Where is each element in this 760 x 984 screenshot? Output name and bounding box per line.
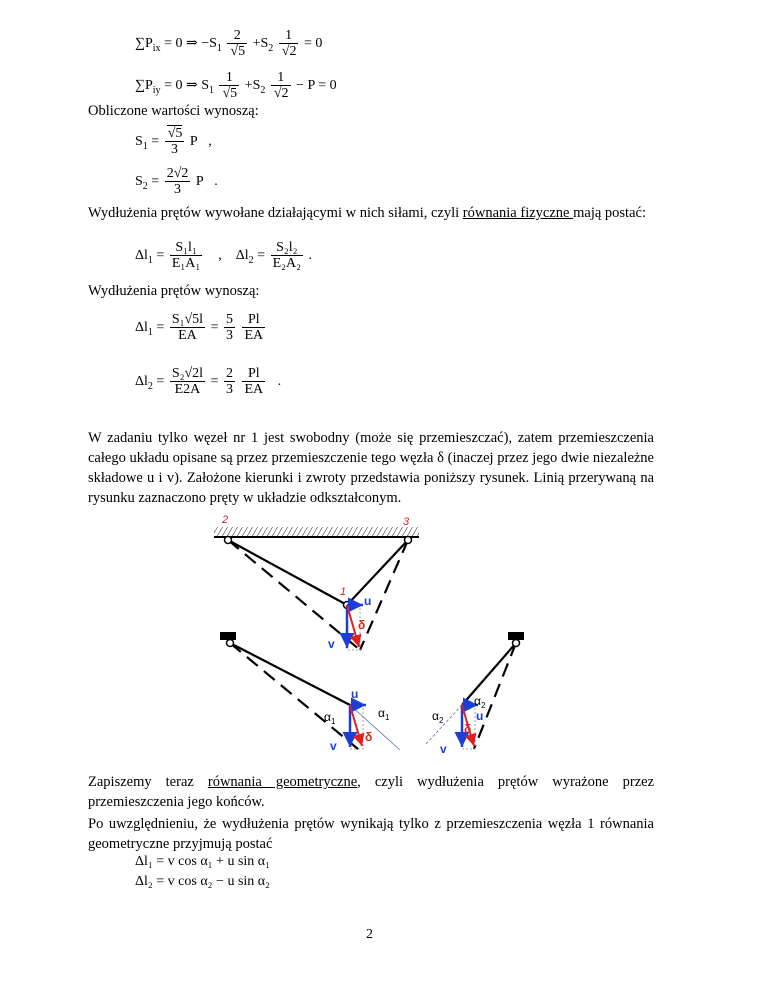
elongation-intro: Wydłużenia prętów wynoszą: [88,283,260,299]
equation-elongation-1: $\Delta l_1$ = $\frac{\text{S₁√5l}}{EA}$ = $\frac{5}{3}$ $\frac{Pl}{EA}$ [135,312,264,344]
alpha1-label-right: $\alpha_1$ [378,706,390,722]
detail-v-label-left: v [330,739,337,753]
task-paragraph: W zadaniu tylko węzeł nr 1 jest swobodny (może się przemieszczać), zatem przemieszczenia całego układu opisane są przez przemieszczenie tego węzła δ (inaczej przez jego dwie niezależne składowe u i v). Założone kierunki i zwroty przedstawia poniższy rysunek. Linią przerywaną na rysunku zaznaczono pręty w układzie odkształconym. [88,430,654,506]
detail-u-label-left: u [351,687,359,701]
hinge-2 [225,537,232,544]
alpha1-label-left: $\alpha_1$ [324,710,336,726]
equation-s2: $S_2$ = $\frac{2√2}{3}$ P . [135,166,218,198]
detail-bar-left [230,643,350,705]
detail-v-label-right: v [440,742,447,756]
truss-figure [200,505,540,775]
delta-label: δ [358,618,366,632]
v-label: v [328,637,335,651]
detail-hinge-left [227,640,234,647]
alpha2-label-right: $\alpha_2$ [474,694,486,710]
physical-equations-text: Wydłużenia prętów wywołane działającymi w nich siłami, czyli równania fizyczne mają postać: [88,205,646,221]
hinge-3 [405,537,412,544]
alpha2-label-left: $\alpha_2$ [432,709,444,725]
equation-s1: $S_1$ = √ $\frac{5}{3}$ P , [135,126,212,158]
detail-bar-left-deformed [230,643,358,749]
detail-delta-label-left: δ [365,730,373,744]
page-number: 2 [366,927,373,942]
detail-delta-arrow-left [350,705,362,746]
detail-extension-line-right [425,705,462,745]
geometric-equation-2: Δl₂ = v cos α₂ − u sin α₂ [135,874,270,889]
geometric-equations-text: Zapiszemy teraz równania geometryczne, czyli wydłużenia prętów wyrażone przez przemieszczenia jego końców. [88,774,655,810]
equation-physical: $\Delta l_1$ = $\frac{\text{S₁l₁}}{\text{E₁A₁}}$ , $\Delta l_2$ = $\frac{\text{S₂l₂}}{\text{E₂A₂}}$ . [135,240,312,272]
detail-delta-label-right: δ [464,722,472,736]
computed-intro: Obliczone wartości wynoszą: [88,103,259,119]
u-label: u [364,594,372,608]
detail-bar-right [462,643,516,705]
detail-u-label-right: u [476,709,484,723]
node-3-label: 3 [403,516,410,528]
ceiling-hatch [214,527,419,537]
support-left [220,632,236,640]
geometric-intro: Po uwzględnieniu, że wydłużenia prętów wynikają tylko z przemieszczenia węzła 1 równania geometryczne przyjmują postać [88,816,654,852]
node-1-label: 1 [340,586,347,598]
bar-1-2 [228,540,347,605]
bar-1-3 [347,540,408,605]
equation-sum-px: $\sum P_{ix} = 0$ ⇒ $-S_1$ 2 √ 5 $+S_2$ 1 √ 2 = 0 [135,28,322,60]
equation-sum-py: $\sum P_{iy} = 0$ ⇒ $S_1$ 1 √ 5 $+S_2$ 1 √ 2 − P = 0 [135,70,337,102]
node-2-label: 2 [222,514,229,526]
detail-hinge-right [513,640,520,647]
equation-elongation-2: $\Delta l_2$ = $\frac{\text{S₂√2l}}{E2A}$ = $\frac{2}{3}$ $\frac{Pl}{EA}$ . [135,366,282,398]
geometric-equation-1: Δl₁ = v cos α₁ + u sin α₁ [135,854,270,869]
